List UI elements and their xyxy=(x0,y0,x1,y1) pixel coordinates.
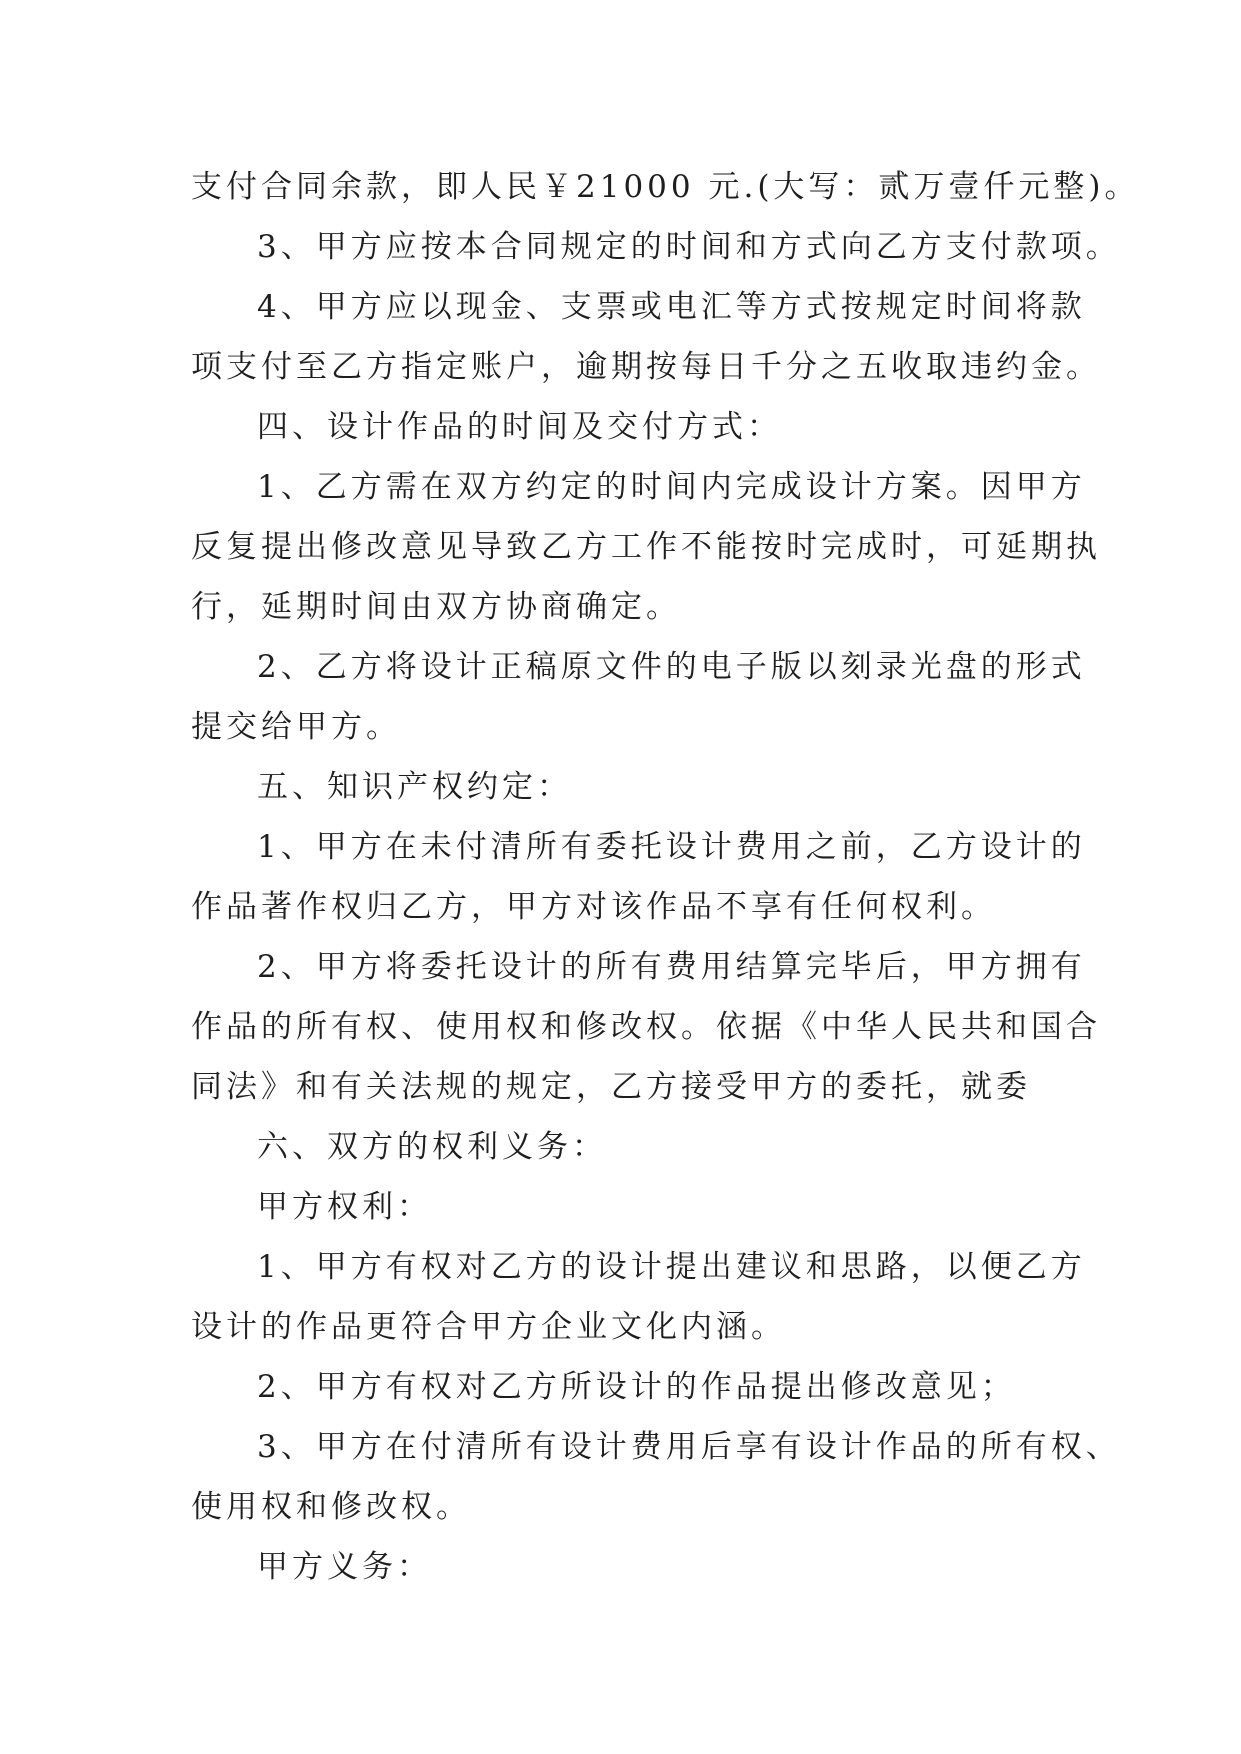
paragraph-line: 作品著作权归乙方，甲方对该作品不享有任何权利。 xyxy=(191,889,996,925)
paragraph-line: 2、乙方将设计正稿原文件的电子版以刻录光盘的形式 xyxy=(257,649,1086,685)
paragraph-line: 使用权和修改权。 xyxy=(191,1489,471,1525)
paragraph-line: 项支付至乙方指定账户，逾期按每日千分之五收取违约金。 xyxy=(191,349,1101,385)
paragraph-line: 2、甲方有权对乙方所设计的作品提出修改意见； xyxy=(257,1369,1016,1405)
subsection-heading: 甲方权利： xyxy=(257,1189,432,1225)
paragraph-line: 提交给甲方。 xyxy=(191,709,401,745)
paragraph-line: 支付合同余款，即人民￥21000 元.(大写：贰万壹仟元整)。 xyxy=(191,169,1140,205)
paragraph-line: 同法》和有关法规的规定，乙方接受甲方的委托，就委 xyxy=(191,1069,1031,1105)
paragraph-line: 1、乙方需在双方约定的时间内完成设计方案。因甲方 xyxy=(257,469,1086,505)
document-body xyxy=(191,157,1140,1597)
paragraph-line: 设计的作品更符合甲方企业文化内涵。 xyxy=(191,1309,786,1345)
paragraph-line: 反复提出修改意见导致乙方工作不能按时完成时，可延期执 xyxy=(191,529,1101,565)
paragraph-line: 作品的所有权、使用权和修改权。依据《中华人民共和国合 xyxy=(191,1009,1101,1045)
paragraph-line: 行，延期时间由双方协商确定。 xyxy=(191,589,681,625)
paragraph-line: 3、甲方应按本合同规定的时间和方式向乙方支付款项。 xyxy=(257,229,1121,265)
section-heading: 五、知识产权约定： xyxy=(257,769,572,805)
paragraph-line: 4、甲方应以现金、支票或电汇等方式按规定时间将款 xyxy=(257,289,1086,325)
subsection-heading: 甲方义务： xyxy=(257,1549,432,1585)
section-heading: 四、设计作品的时间及交付方式： xyxy=(257,409,782,445)
paragraph-line: 1、甲方在未付清所有委托设计费用之前，乙方设计的 xyxy=(257,829,1086,865)
section-heading: 六、双方的权利义务： xyxy=(257,1129,607,1165)
paragraph-line: 3、甲方在付清所有设计费用后享有设计作品的所有权、 xyxy=(257,1429,1121,1465)
paragraph-line: 1、甲方有权对乙方的设计提出建议和思路，以便乙方 xyxy=(257,1249,1086,1285)
paragraph-line: 2、甲方将委托设计的所有费用结算完毕后，甲方拥有 xyxy=(257,949,1086,985)
